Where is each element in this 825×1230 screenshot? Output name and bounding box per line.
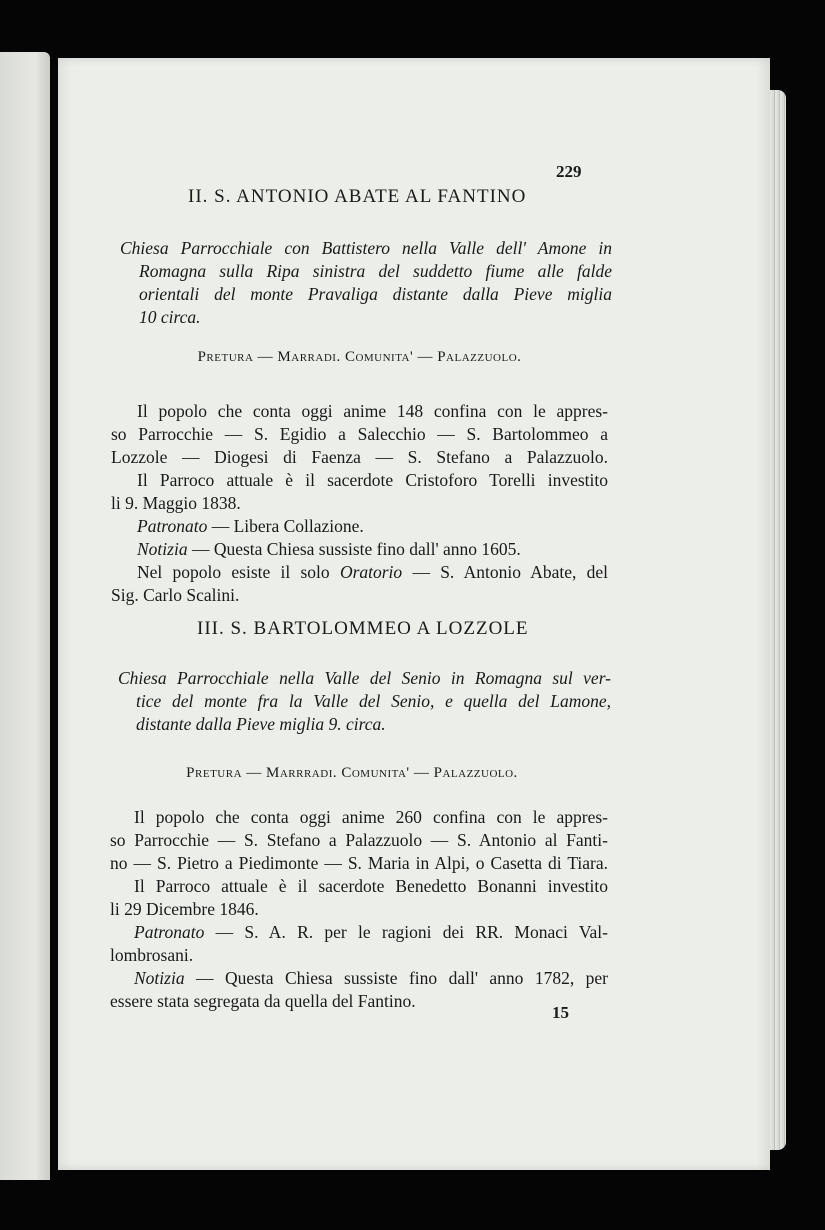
- notizia-last-line: essere stata segregata da quella del Fantino.: [110, 991, 416, 1011]
- description-line: Chiesa Parrocchiale nella Valle del Senio in Romagna sul ver-: [118, 668, 611, 688]
- section-title-lozzole: III. S. BARTOLOMMEO A LOZZOLE: [197, 618, 529, 639]
- body-line: Il Parroco attuale è il sacerdote Benedetto Bonanni investito: [134, 876, 608, 896]
- description-line: distante dalla Pieve miglia 9. circa.: [136, 714, 386, 734]
- description-line: tice del monte fra la Valle del Senio, e quella del Lamone,: [136, 691, 611, 711]
- oratorio-last-line: Sig. Carlo Scalini.: [111, 585, 240, 605]
- oratorio-label: Oratorio: [339, 562, 403, 582]
- notizia-label: Notizia: [134, 968, 185, 988]
- footer-signature: 15: [552, 1003, 569, 1022]
- left-page-edge: [0, 52, 50, 1180]
- notizia-label: Notizia: [137, 539, 188, 559]
- page-number: 229: [556, 162, 582, 181]
- body-line: li 29 Dicembre 1846.: [110, 899, 259, 919]
- patronato-line: [137, 515, 364, 538]
- oratorio-pre: Nel popolo esiste il solo: [137, 562, 330, 582]
- notizia-line: [134, 967, 608, 990]
- patronato-line: [134, 921, 608, 944]
- body-line: so Parrocchie — S. Egidio a Salecchio — S. Bartolommeo a: [111, 424, 608, 444]
- patronato-last-line: lombrosani.: [110, 945, 194, 965]
- description-line: Chiesa Parrocchiale con Battistero nella Valle dell' Amone in: [120, 238, 612, 258]
- notizia-line: [137, 538, 521, 561]
- body-line: no — S. Pietro a Piedimonte — S. Maria in Alpi, o Casetta di Tiara.: [110, 853, 608, 873]
- patronato-text: — Libera Collazione.: [211, 516, 364, 536]
- patronato-label: Patronato: [134, 922, 205, 942]
- body-line: Il popolo che conta oggi anime 148 confina con le appres-: [137, 401, 608, 421]
- jurisdiction-line: Pretura — Marradi. Comunita' — Palazzuolo.: [197, 349, 522, 365]
- body-line: Lozzole — Diogesi di Faenza — S. Stefano a Palazzuolo.: [111, 447, 608, 467]
- oratorio-line: [137, 561, 608, 584]
- jurisdiction-line: Pretura — Marrradi. Comunita' — Palazzuolo.: [186, 765, 518, 781]
- oratorio-post: — S. Antonio Abate, del: [412, 562, 609, 582]
- description-line: orientali del monte Pravaliga distante dalla Pieve miglia: [139, 284, 612, 304]
- patronato-label: Patronato: [137, 516, 208, 536]
- body-line: Il popolo che conta oggi anime 260 confina con le appres-: [134, 807, 608, 827]
- body-line: li 9. Maggio 1838.: [111, 493, 241, 513]
- body-line: Il Parroco attuale è il sacerdote Cristoforo Torelli investito: [137, 470, 608, 490]
- body-line: so Parrocchie — S. Stefano a Palazzuolo — S. Antonio al Fanti-: [110, 830, 608, 850]
- description-line: Romagna sulla Ripa sinistra del suddetto fiume alle falde: [139, 261, 612, 281]
- section-title-fantino: II. S. ANTONIO ABATE AL FANTINO: [188, 186, 527, 207]
- notizia-text: — Questa Chiesa sussiste fino dall' anno 1782, per: [196, 968, 609, 988]
- notizia-text: — Questa Chiesa sussiste fino dall' anno 1605.: [191, 539, 521, 559]
- patronato-text: — S. A. R. per le ragioni dei RR. Monaci Val-: [215, 922, 608, 942]
- description-line: 10 circa.: [139, 307, 201, 327]
